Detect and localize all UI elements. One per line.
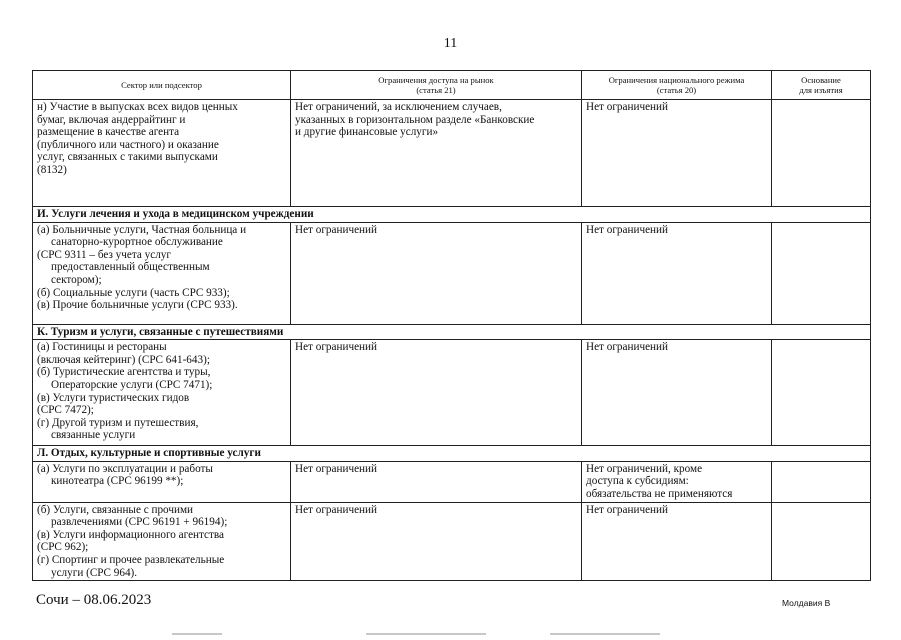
header-text-line: Ограничения доступа на рынок <box>378 75 494 85</box>
national-treatment-cell <box>582 461 772 502</box>
cell-text-line: (CPC 962); <box>37 541 89 554</box>
section-heading: К. Туризм и услуги, связанные с путешествиями <box>33 324 871 340</box>
table-header-row <box>33 71 871 100</box>
table-row <box>33 100 871 207</box>
cell-text-line: размещение в качестве агента <box>37 126 180 139</box>
header-text-line: Основание <box>801 75 841 85</box>
cell-text-line: кинотеатра (CPC 96199 **); <box>51 475 184 488</box>
market-access-cell <box>291 222 582 324</box>
market-access-cell <box>291 100 582 207</box>
header-text-line: Ограничения национального режима <box>608 75 745 85</box>
scan-artifact-line <box>550 633 660 635</box>
cell-text-line: (в) Прочие больничные услуги (CPC 933). <box>37 299 238 312</box>
cell-text-line: и другие финансовые услуги» <box>295 126 439 139</box>
table-header <box>33 71 871 100</box>
cell-text-line: Нет ограничений, за исключением случаев, <box>295 101 502 113</box>
cell-text-line: указанных в горизонтальном разделе «Банковские <box>295 113 535 126</box>
cell-text-line: Нет ограничений <box>295 223 377 236</box>
sector-cell <box>33 502 291 581</box>
cell-text-line: Нет ограничений, кроме <box>586 462 703 475</box>
exemption-basis-cell <box>772 222 871 324</box>
header-text-line: (статья 21) <box>416 85 456 95</box>
sector-cell <box>33 340 291 446</box>
market-access-cell <box>291 502 582 581</box>
scan-artifact-line <box>172 633 222 635</box>
cell-text-line: (публичного или частного) и оказание <box>37 138 219 151</box>
market-access-cell <box>291 340 582 446</box>
cell-text-line: Нет ограничений <box>586 223 668 236</box>
cell-text-line: (г) Другой туризм и путешествия, <box>37 416 199 429</box>
section-heading: И. Услуги лечения и ухода в медицинском учреждении <box>33 207 871 223</box>
table-row <box>33 502 871 581</box>
table-row <box>33 340 871 446</box>
cell-text-line: (а) Гостиницы и рестораны <box>37 341 167 354</box>
section-heading: Л. Отдых, культурные и спортивные услуги <box>33 446 871 462</box>
cell-text-line: (а) Услуги по эксплуатации и работы <box>37 462 213 475</box>
market-access-cell <box>291 461 582 502</box>
cell-text-line: (CPC 9311 – без учета услуг <box>37 248 171 261</box>
cell-text-line: Нет ограничений <box>586 503 668 516</box>
cell-text-line: (8132) <box>37 163 67 176</box>
table-row <box>33 461 871 502</box>
cell-text-line: (CPC 7472); <box>37 404 94 417</box>
cell-text-line: (включая кейтеринг) (CPC 641-643); <box>37 353 210 366</box>
exemption-basis-cell <box>772 502 871 581</box>
cell-text-line: услуг, связанных с такими выпусками <box>37 151 218 164</box>
cell-text-line: (в) Услуги информационного агентства <box>37 528 225 541</box>
footer-place-date: Сочи – 08.06.2023 <box>36 592 152 608</box>
exemption-basis-cell <box>772 461 871 502</box>
cell-text-line: н) Участие в выпусках всех видов ценных <box>37 101 238 113</box>
header-market-access <box>291 71 582 100</box>
cell-text-line: (б) Услуги, связанные с прочими <box>37 503 194 516</box>
sector-cell <box>33 100 291 207</box>
cell-text-line: связанные услуги <box>51 429 136 442</box>
exemption-basis-cell <box>772 340 871 446</box>
cell-text-line: санаторно-курортное обслуживание <box>51 236 223 249</box>
national-treatment-cell <box>582 222 772 324</box>
header-text-line: для изъятия <box>799 85 843 95</box>
national-treatment-cell <box>582 502 772 581</box>
footer-country-mark: Молдавия В <box>782 598 831 608</box>
cell-text-line: (б) Туристические агентства и туры, <box>37 366 211 379</box>
schedule-table <box>32 70 871 581</box>
section-heading-row <box>33 446 871 462</box>
cell-text-line: развлечениями (CPC 96191 + 96194); <box>51 516 228 529</box>
sector-cell <box>33 461 291 502</box>
header-text-line: Сектор или подсектор <box>121 80 202 90</box>
header-text-line: (статья 20) <box>656 85 697 95</box>
cell-text-line: Нет ограничений <box>295 341 377 354</box>
exemption-basis-cell <box>772 100 871 207</box>
section-heading-row <box>33 324 871 340</box>
cell-text-line: (а) Больничные услуги, Частная больница и <box>37 223 247 236</box>
cell-text-line: Нет ограничений <box>295 462 377 475</box>
national-treatment-cell <box>582 340 772 446</box>
header-exemption-basis <box>772 71 871 100</box>
cell-text-line: Нет ограничений <box>586 341 668 354</box>
cell-text-line: (в) Услуги туристических гидов <box>37 391 190 404</box>
cell-text-line: доступа к субсидиям: <box>586 475 689 488</box>
section-heading-row <box>33 207 871 223</box>
cell-text-line: Операторские услуги (CPC 7471); <box>51 378 213 391</box>
cell-text-line: предоставленный общественным <box>51 261 210 274</box>
cell-text-line: услуги (CPC 964). <box>51 566 138 579</box>
cell-text-line: сектором); <box>51 273 102 286</box>
cell-text-line: Нет ограничений <box>295 503 377 516</box>
table-row <box>33 222 871 324</box>
sector-cell <box>33 222 291 324</box>
cell-text-line: бумаг, включая андеррайтинг и <box>37 113 186 126</box>
national-treatment-cell <box>582 100 772 207</box>
table-body <box>33 100 871 581</box>
cell-text-line: обязательства не применяются <box>586 487 733 500</box>
page-number: 11 <box>443 36 458 51</box>
cell-text-line: (б) Социальные услуги (часть CPC 933); <box>37 286 230 299</box>
scan-artifact-line <box>366 633 486 635</box>
header-sector <box>33 71 291 100</box>
header-national-treatment <box>582 71 772 100</box>
cell-text-line: (г) Спортинг и прочее развлекательные <box>37 553 225 566</box>
cell-text-line: Нет ограничений <box>586 101 668 113</box>
